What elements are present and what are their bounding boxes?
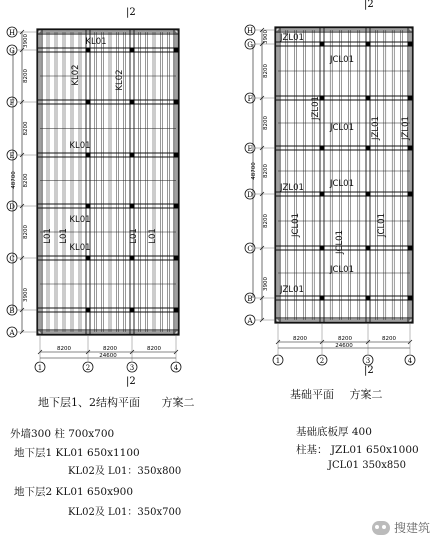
right-column bbox=[408, 146, 413, 151]
left-column bbox=[130, 308, 135, 313]
left-column bbox=[86, 204, 91, 209]
right-bottom-dim-text: 8200 bbox=[382, 336, 396, 342]
left-section-mark-top: |2 bbox=[126, 7, 136, 18]
right-plan bbox=[245, 0, 415, 376]
right-dim-text: 8200 bbox=[263, 214, 269, 228]
left-plan-title-text: 地下层1、2结构平面 bbox=[38, 396, 140, 409]
right-beam-label: JZL01 bbox=[401, 116, 411, 140]
note-right-3: JCL01 350x850 bbox=[328, 460, 407, 471]
note-left-5: KL02及 L01：350x700 bbox=[68, 507, 182, 518]
right-beam-label: JZL01 bbox=[371, 116, 381, 140]
right-axis-num-label: 1 bbox=[275, 357, 281, 365]
left-beam-label: L01 bbox=[129, 228, 139, 244]
left-plan-scheme: 方案二 bbox=[161, 396, 195, 409]
right-column bbox=[366, 96, 371, 101]
right-dim-overall-text: 48700 bbox=[251, 162, 257, 180]
right-column bbox=[366, 42, 371, 47]
right-axis-label: D bbox=[247, 191, 253, 199]
left-dim-text: 8200 bbox=[23, 225, 29, 239]
note-left-3: KL02及 L01：350x800 bbox=[68, 466, 182, 477]
right-plan-title-text: 基础平面 bbox=[290, 388, 334, 401]
left-dim-text: 8200 bbox=[23, 173, 29, 188]
left-dim-text: 3900 bbox=[23, 288, 29, 302]
left-bottom-dim-text: 8200 bbox=[147, 346, 161, 352]
left-beam-label: KL02 bbox=[71, 64, 81, 86]
left-column bbox=[174, 256, 179, 261]
left-column bbox=[86, 153, 91, 158]
right-dim-text: 3900 bbox=[263, 277, 269, 291]
right-beam-label: JZL01 bbox=[280, 183, 304, 193]
watermark-text: 搜建筑 bbox=[393, 521, 430, 535]
right-bottom-dim-text: 8200 bbox=[338, 336, 352, 342]
right-beam-label: JCL01 bbox=[330, 179, 354, 189]
left-beam-label: KL01 bbox=[69, 215, 91, 225]
right-dim-text: 8200 bbox=[263, 164, 269, 178]
right-dim-text: 8200 bbox=[263, 116, 269, 130]
right-column bbox=[366, 246, 371, 251]
left-beam-label: L01 bbox=[148, 228, 158, 244]
right-column bbox=[366, 192, 371, 197]
left-axis-label: G bbox=[9, 47, 15, 55]
right-axis-label: A bbox=[247, 317, 253, 325]
right-column bbox=[320, 42, 325, 47]
left-axis-label: C bbox=[9, 255, 15, 263]
left-section-mark-bottom: |2 bbox=[126, 376, 136, 387]
right-axis-num-label: 2 bbox=[319, 357, 325, 365]
watermark bbox=[372, 519, 430, 536]
left-column bbox=[174, 100, 179, 105]
right-axis-num-label: 4 bbox=[407, 357, 413, 365]
right-dim-text: 8200 bbox=[263, 64, 269, 78]
left-dim-text: 3900 bbox=[23, 34, 29, 48]
right-column bbox=[320, 296, 325, 301]
left-column bbox=[130, 256, 135, 261]
note-right-1: 基础底板厚 400 bbox=[296, 426, 372, 438]
right-bottom-dim-text: 8200 bbox=[293, 336, 307, 342]
right-column bbox=[366, 296, 371, 301]
left-column bbox=[130, 48, 135, 53]
left-outer-wall bbox=[37, 29, 179, 335]
left-beam-label: KL01 bbox=[69, 243, 91, 253]
left-column bbox=[130, 100, 135, 105]
right-axis-label: B bbox=[247, 295, 253, 303]
right-column bbox=[408, 296, 413, 301]
right-column bbox=[320, 246, 325, 251]
left-axis-label: B bbox=[9, 307, 15, 315]
left-bottom-dim-text: 8200 bbox=[57, 346, 71, 352]
wechat-icon bbox=[372, 521, 390, 535]
left-column bbox=[130, 153, 135, 158]
right-beam-label: JCL01 bbox=[330, 265, 354, 275]
left-inner-wall bbox=[40, 32, 176, 332]
right-axis-label: C bbox=[247, 245, 253, 253]
left-dim-overall-text: 48700 bbox=[11, 171, 17, 189]
left-beam-label: KL01 bbox=[85, 37, 107, 47]
left-axis-num-label: 4 bbox=[173, 364, 179, 372]
right-column bbox=[408, 96, 413, 101]
note-left-2: 地下层1 KL01 650x1100 bbox=[14, 447, 140, 459]
right-axis-label: H bbox=[246, 27, 254, 35]
left-column bbox=[174, 204, 179, 209]
right-beam-label: JZL01 bbox=[280, 285, 304, 295]
right-column bbox=[408, 246, 413, 251]
left-axis-num-label: 3 bbox=[129, 364, 135, 372]
left-column bbox=[86, 256, 91, 261]
left-axis-label: F bbox=[9, 99, 15, 107]
left-bottom-total-text: 24600 bbox=[99, 353, 117, 359]
left-column bbox=[86, 308, 91, 313]
note-right-2: 柱基： JZL01 650x1000 bbox=[296, 444, 419, 456]
right-beam-label: JCL01 bbox=[377, 213, 387, 237]
left-beam-label: KL01 bbox=[69, 141, 91, 151]
right-column bbox=[366, 146, 371, 151]
left-beam-label: L01 bbox=[43, 228, 53, 244]
left-column bbox=[174, 48, 179, 53]
right-bottom-total-text: 24600 bbox=[335, 343, 353, 349]
left-column bbox=[130, 204, 135, 209]
left-column bbox=[86, 100, 91, 105]
right-axis-label: E bbox=[247, 145, 253, 153]
right-column bbox=[408, 42, 413, 47]
right-beam-label: JCL01 bbox=[291, 213, 301, 237]
right-plan-title bbox=[290, 386, 383, 402]
note-left-1: 外墙300 柱 700x700 bbox=[10, 428, 115, 440]
left-bottom-dim-text: 8200 bbox=[103, 346, 117, 352]
right-column bbox=[408, 192, 413, 197]
right-axis-label: G bbox=[247, 41, 253, 49]
right-axis-num-label: 3 bbox=[365, 357, 371, 365]
right-beam-label: JZL01 bbox=[280, 33, 304, 43]
right-axis-label: F bbox=[247, 95, 253, 103]
left-axis-label: D bbox=[9, 203, 15, 211]
right-beam-label: JCL01 bbox=[330, 55, 354, 65]
note-left-4: 地下层2 KL01 650x900 bbox=[14, 486, 134, 498]
left-axis-label: E bbox=[9, 152, 15, 160]
left-beam-label: KL02 bbox=[115, 69, 125, 91]
left-axis-label: A bbox=[9, 329, 15, 337]
right-inner-wall bbox=[278, 30, 410, 320]
left-plan bbox=[7, 7, 181, 387]
left-axis-label: H bbox=[8, 29, 16, 37]
right-beam-label: JZL01 bbox=[311, 96, 321, 120]
right-plan-scheme: 方案二 bbox=[349, 388, 383, 401]
right-section-mark-bottom: |2 bbox=[364, 365, 374, 376]
right-column bbox=[320, 192, 325, 197]
right-beam-label: JCL01 bbox=[330, 123, 354, 133]
right-section-mark-top: |2 bbox=[364, 0, 374, 10]
left-axis-num-label: 2 bbox=[85, 364, 91, 372]
right-dim-text: 3900 bbox=[263, 30, 269, 44]
left-dim-text: 8200 bbox=[23, 121, 29, 136]
left-axis-num-label: 1 bbox=[37, 364, 43, 372]
left-column bbox=[174, 153, 179, 158]
right-column bbox=[320, 146, 325, 151]
left-beam-label: L01 bbox=[59, 228, 69, 244]
left-column bbox=[174, 308, 179, 313]
left-column bbox=[86, 48, 91, 53]
right-beam-label: JCL01 bbox=[335, 230, 345, 254]
left-plan-title bbox=[38, 394, 195, 410]
left-dim-text: 8200 bbox=[23, 69, 29, 83]
